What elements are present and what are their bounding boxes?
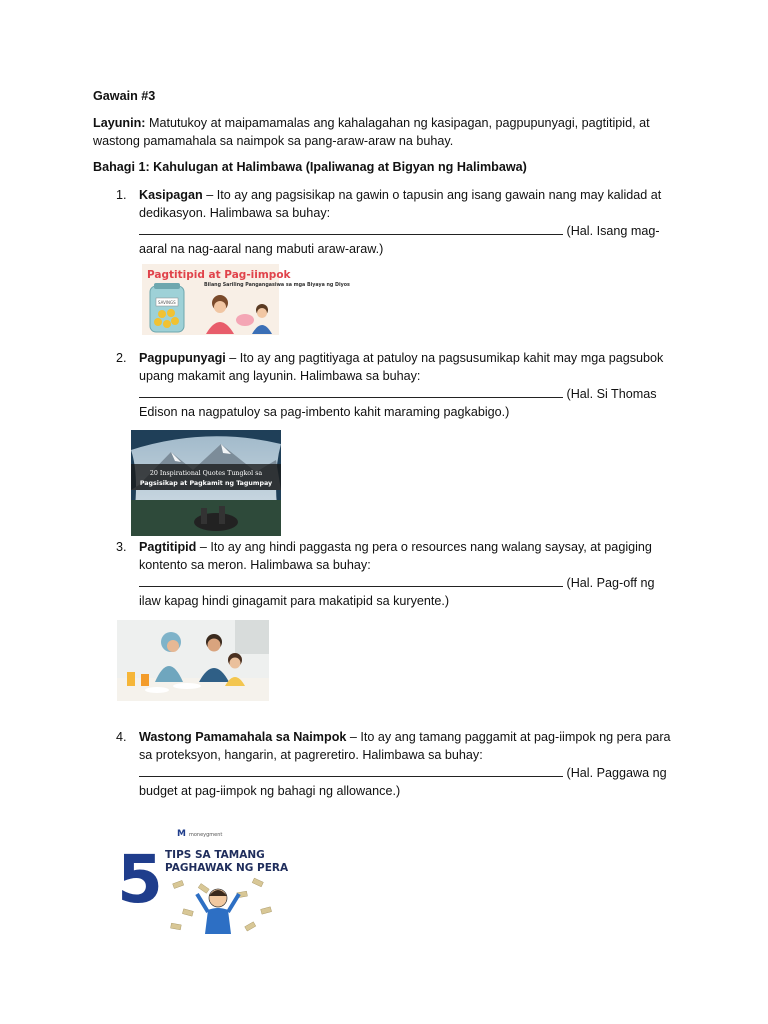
tips-line1: TIPS SA TAMANG — [165, 849, 265, 861]
item-term: Pagpupunyagi — [139, 351, 226, 365]
item-term: Pagtitipid — [139, 540, 197, 554]
image-line2: Pagsisikap at Pagkamit ng Tagumpay — [139, 480, 273, 487]
answer-blank[interactable] — [139, 574, 563, 587]
objective — [93, 115, 673, 150]
brand-name: moneygment — [189, 832, 223, 838]
item-term: Wastong Pamamahala sa Naimpok — [139, 730, 347, 744]
jar-of-coins-icon — [142, 264, 350, 335]
family-breakfast-icon — [117, 620, 269, 701]
item-wastong-pamamahala — [139, 729, 679, 800]
item-number: 3. — [116, 540, 127, 554]
svg-text:M: M — [177, 829, 186, 839]
mountain-quote-image — [131, 430, 281, 536]
item-number: 2. — [116, 351, 127, 365]
item-definition: – Ito ay ang tamang paggamit at pag-iimpok ng pera para sa proteksyon, hangarin, at pagreretiro. Halimbawa sa buhay: — [139, 730, 671, 762]
item-definition: – Ito ay ang pagsisikap na gawin o tapusin ang isang gawain nang may kalidad at dedikasyon. Halimbawa sa buhay: — [139, 188, 662, 220]
section-heading: Bahagi 1: Kahulugan at Halimbawa (Ipaliwanag at Bigyan ng Halimbawa) — [93, 160, 527, 174]
item-example: (Hal. Isang mag-aaral na nag-aaral nang mabuti araw-araw.) — [139, 224, 660, 256]
tips-line2: PAGHAWAK NG PERA — [165, 862, 289, 874]
item-example: (Hal. Si Thomas Edison na nagpatuloy sa pag-imbento kahit maraming pagkabigo.) — [139, 387, 657, 419]
big-number: 5 — [117, 841, 163, 918]
objective-text: Matutukoy at maipamamalas ang kahalagahan ng kasipagan, pagpupunyagi, pagtitipid, at wastong pamamahala sa naimpok sa pang-araw-araw na buhay. — [93, 116, 650, 148]
image-line1: 20 Inspirational Quotes Tungkol sa — [149, 470, 263, 477]
money-tips-image — [113, 816, 289, 937]
item-definition: – Ito ay ang pagtitiyaga at patuloy na pagsusumikap kahit may mga pagsubok upang makamit ang layunin. Halimbawa sa buhay: — [139, 351, 664, 383]
answer-blank[interactable] — [139, 385, 563, 398]
item-example: (Hal. Pag-off ng ilaw kapag hindi ginagamit para makatipid sa kuryente.) — [139, 576, 655, 608]
item-number: 4. — [116, 730, 127, 744]
answer-blank[interactable] — [139, 764, 563, 777]
image-title: Pagtitipid at Pag-iimpok — [147, 269, 291, 281]
objective-label: Layunin: — [93, 116, 146, 130]
answer-blank[interactable] — [139, 222, 563, 235]
family-breakfast-image — [117, 620, 269, 701]
item-pagtitipid — [139, 539, 679, 610]
item-number: 1. — [116, 188, 127, 202]
page-title: Gawain #3 — [93, 89, 156, 103]
jar-label: SAVINGS — [158, 300, 176, 305]
item-example: (Hal. Paggawa ng budget at pag-iimpok ng bahagi ng allowance.) — [139, 766, 667, 798]
item-pagpupunyagi — [139, 350, 679, 421]
image-subtitle: Bilang Sariling Pangangasiwa sa mga Biyaya ng Diyos — [204, 283, 350, 288]
item-kasipagan — [139, 187, 679, 258]
item-term: Kasipagan — [139, 188, 203, 202]
savings-image — [142, 264, 350, 335]
item-definition: – Ito ay ang hindi paggasta ng pera o resources nang walang saysay, at pagiging kontento sa meron. Halimbawa sa buhay: — [139, 540, 652, 572]
